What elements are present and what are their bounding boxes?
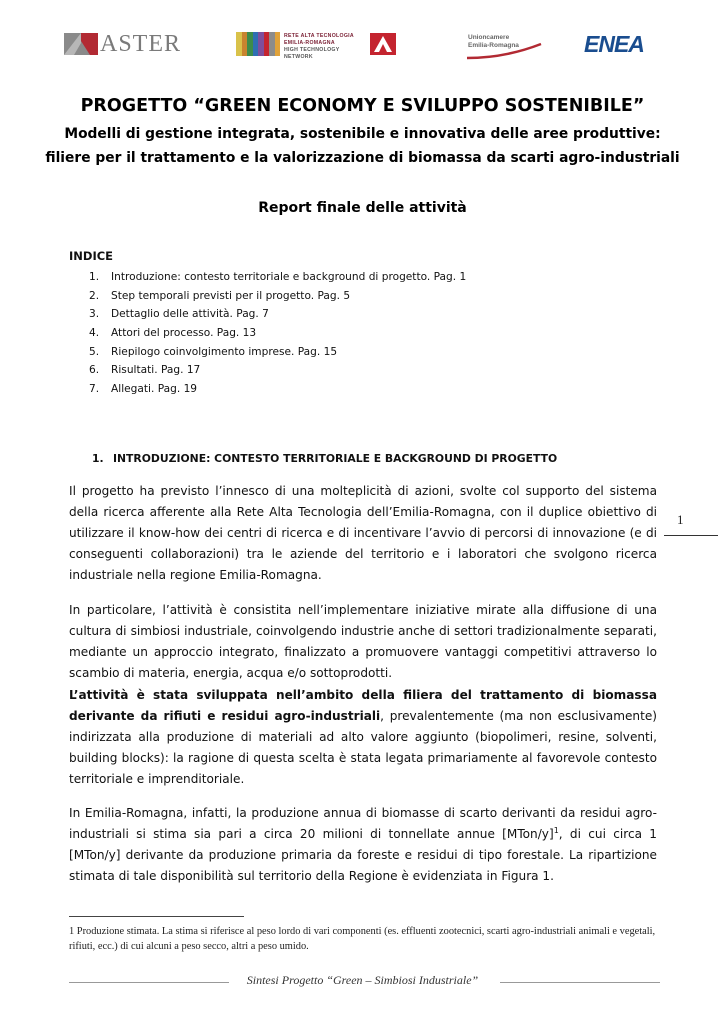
rete-stripes-icon <box>236 32 280 56</box>
section-heading <box>92 452 557 465</box>
unioncamere-swoosh-icon <box>465 42 545 60</box>
subtitle-line2: filiere per il trattamento e la valorizzazione di biomassa da scarti agro-industriali <box>45 150 680 166</box>
rete-mark-icon <box>370 33 396 55</box>
aster-logo-text: ASTER <box>100 31 182 57</box>
toc-item-number: 7. <box>89 383 100 396</box>
toc-item <box>89 305 466 324</box>
unioncamere-line1: Unioncamere <box>468 34 510 41</box>
report-title: Report finale delle attività <box>258 200 467 216</box>
index-heading: INDICE <box>69 249 114 263</box>
section-number: 1. <box>92 452 104 465</box>
aster-logo <box>64 33 204 55</box>
toc-item-text: Attori del processo. Pag. 13 <box>111 327 257 340</box>
toc-item <box>89 380 466 399</box>
paragraph-1: Il progetto ha previsto l’innesco di una molteplicità di azioni, svolte col supporto del sistema della ricerca afferente alla Rete Alta Tecnologia dell’Emilia-Romagna, con il duplice obiettivo di utilizzare il know-how dei centri di ricerca e di incentivare l’avvio di percorsi di innovazione (e di conseguenti collaborazioni) tra le aziende del territorio e i laboratori che svolgono ricerca industriale nella regione Emilia-Romagna. <box>69 484 657 582</box>
section-title: INTRODUZIONE: CONTESTO TERRITORIALE E BACKGROUND DI PROGETTO <box>113 452 558 465</box>
rete-logo-text <box>284 33 368 61</box>
footnote-separator <box>69 916 244 917</box>
unioncamere-logo <box>465 30 545 60</box>
toc-item-number: 4. <box>89 327 100 340</box>
paragraph-3-bold: L’attività è stata sviluppata nell’ambito della filiera del trattamento di biomassa derivante da rifiuti e residui agro-industriali <box>69 688 657 723</box>
toc-item-text: Allegati. Pag. 19 <box>111 383 198 396</box>
toc-item-number: 5. <box>89 345 100 358</box>
subtitle-line1: Modelli di gestione integrata, sostenibile e innovativa delle aree produttive: <box>64 126 661 142</box>
unioncamere-line2: Emilia-Romagna <box>468 42 519 49</box>
toc-item <box>89 287 466 306</box>
rete-line1: RETE ALTA TECNOLOGIA <box>284 33 354 39</box>
toc-item-text: Risultati. Pag. 17 <box>111 364 201 377</box>
paragraph-3 <box>69 685 657 790</box>
paragraph-2: In particolare, l’attività è consistita nell’implementare iniziative mirate alla diffusione di una cultura di simbiosi industriale, coinvolgendo industrie anche di settori tradizionalmente separati, mediante un approccio integrato, finalizzato a promuovere vantaggi competitivi attraverso lo scambio di materia, energia, acqua e/o sottoprodotti. <box>69 603 657 680</box>
toc-item-number: 1. <box>89 271 100 283</box>
toc-item <box>89 361 466 380</box>
paragraph-3-rest: , prevalentemente (ma non esclusivamente) indirizzata alla produzione di materiali ad alto valore aggiunto (biopolimeri, resine, solventi, building blocks): la ragione di questa scelta è stata legata primariamente al favorevole contesto territoriale e imprenditoriale. <box>69 709 657 786</box>
aster-logo-mark-icon <box>64 33 98 55</box>
table-of-contents <box>89 268 466 399</box>
enea-logo-text: ENEA <box>584 31 644 57</box>
toc-item-number: 3. <box>89 308 100 321</box>
page-number-rule <box>664 535 718 536</box>
rete-line3: HIGH TECHNOLOGY NETWORK <box>284 47 340 60</box>
toc-item-text: Step temporali previsti per il progetto. Pag. 5 <box>111 289 351 302</box>
toc-item-text: Riepilogo coinvolgimento imprese. Pag. 15 <box>111 345 338 358</box>
footnote: 1 Produzione stimata. La stima si riferisce al peso lordo di vari componenti (es. effluenti zootecnici, scarti agro-industriali animali e vegetali, rifiuti, ecc.) di cui alcuni a peso secco, altri a peso umido. <box>69 926 656 952</box>
paragraph-4 <box>69 803 657 887</box>
rete-line2: EMILIA-ROMAGNA <box>284 40 335 46</box>
toc-item <box>89 343 466 362</box>
footnote-reference[interactable]: 1 <box>553 825 559 835</box>
running-footer: Sintesi Progetto “Green – Simbiosi Industriale” <box>246 973 479 987</box>
rete-alta-tecnologia-logo <box>236 32 398 60</box>
paragraph-4-part-b: , di cui circa 1 [MTon/y] derivante da produzione primaria da foreste e residui di tipo forestale. La ripartizione stimata di tale disponibilità sul territorio della Regione è evidenziata in Figura 1. <box>69 827 658 883</box>
page-number: 1 <box>677 512 684 527</box>
toc-item <box>89 324 466 343</box>
enea-logo <box>584 31 660 57</box>
toc-item-text: Introduzione: contesto territoriale e background di progetto. Pag. 1 <box>111 271 467 283</box>
toc-item <box>89 268 466 287</box>
toc-item-number: 2. <box>89 289 100 302</box>
toc-item-text: Dettaglio delle attività. Pag. 7 <box>111 308 269 321</box>
paragraph-4-part-a: In Emilia-Romagna, infatti, la produzione annua di biomasse di scarto derivanti da residui agro-industriali si stima sia pari a circa 20 milioni di tonnellate annue [MTon/y] <box>69 806 657 841</box>
toc-item-number: 6. <box>89 364 100 377</box>
page-title: PROGETTO “GREEN ECONOMY E SVILUPPO SOSTENIBILE” <box>80 96 645 116</box>
